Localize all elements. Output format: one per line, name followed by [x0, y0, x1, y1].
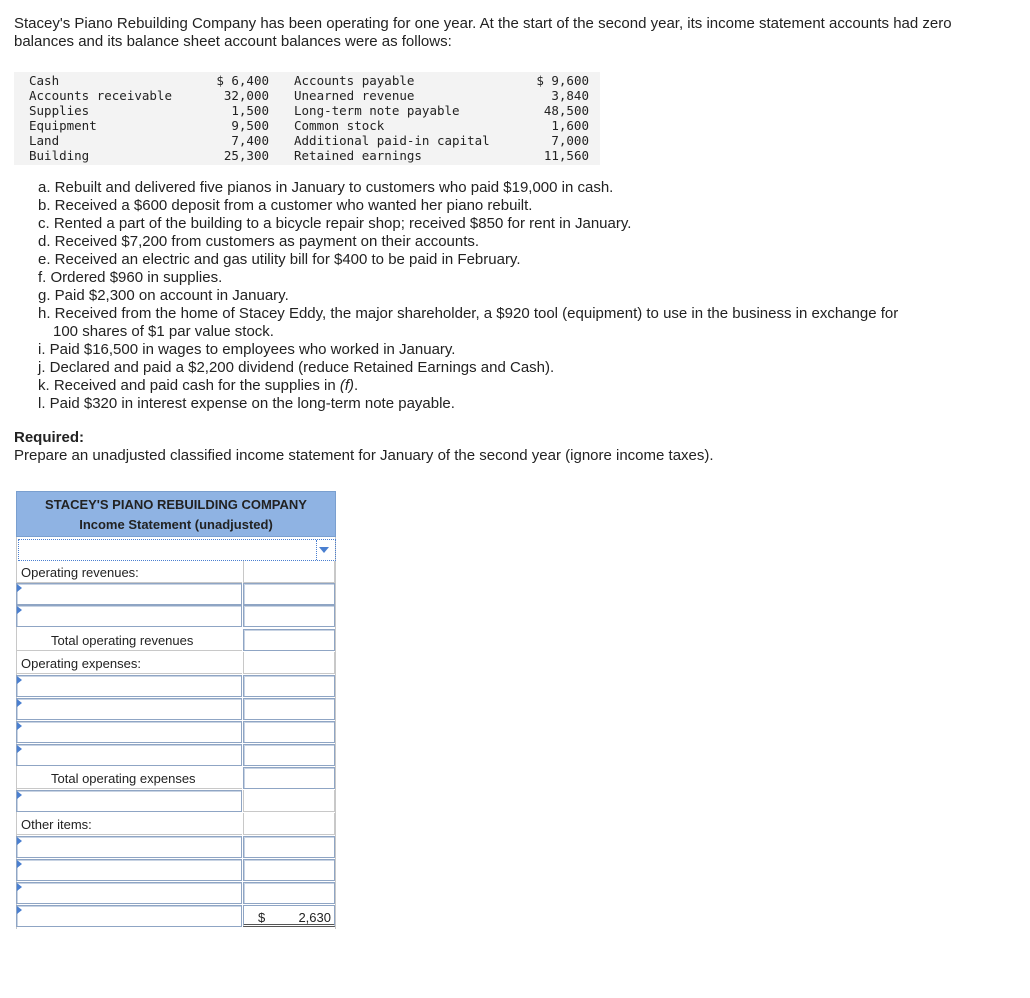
- account-name: Land: [29, 133, 60, 148]
- account-dropdown[interactable]: [16, 836, 242, 858]
- transaction-item: i. Paid $16,500 in wages to employees who worked in January.: [38, 341, 456, 358]
- account-dropdown[interactable]: [16, 882, 242, 904]
- account-name: Unearned revenue: [294, 88, 415, 103]
- transaction-item: a. Rebuilt and delivered five pianos in January to customers who paid $19,000 in cash.: [38, 179, 614, 196]
- dropdown-divider: [315, 540, 317, 560]
- account-name: Building: [29, 148, 90, 163]
- input-row: [16, 882, 336, 904]
- dropdown-marker-icon: [17, 745, 22, 753]
- total-row: [16, 629, 336, 651]
- dropdown-marker-icon: [17, 883, 22, 891]
- account-dropdown[interactable]: [16, 721, 242, 743]
- dropdown-marker-icon: [17, 584, 22, 592]
- account-value: 11,560: [543, 148, 589, 163]
- account-value: 9,500: [231, 118, 269, 133]
- dropdown-marker-icon: [17, 860, 22, 868]
- total-label: [16, 629, 242, 651]
- account-value: 1,600: [551, 118, 589, 133]
- final-row: [16, 905, 336, 927]
- account-value: 32,000: [223, 88, 269, 103]
- account-dropdown[interactable]: [16, 698, 242, 720]
- amount-input[interactable]: [243, 583, 335, 605]
- currency-symbol: $: [258, 910, 266, 925]
- total-row: [16, 767, 336, 789]
- dropdown-marker-icon: [17, 699, 22, 707]
- amount-input[interactable]: [243, 675, 335, 697]
- amount-input[interactable]: [243, 882, 335, 904]
- period-dropdown[interactable]: [18, 539, 336, 561]
- dropdown-marker-icon: [17, 837, 22, 845]
- section-label: [16, 652, 242, 674]
- account-value: 1,500: [231, 103, 269, 118]
- statement-title: Income Statement (unadjusted): [79, 517, 273, 532]
- input-row: [16, 675, 336, 697]
- total-label-text: Total operating revenues: [51, 633, 194, 648]
- transaction-ref: (f): [339, 377, 355, 394]
- dropdown-marker-icon: [17, 791, 22, 799]
- dropdown-marker-icon: [17, 722, 22, 730]
- section-row: [16, 813, 336, 835]
- amount-input[interactable]: [243, 605, 335, 627]
- account-name: Accounts receivable: [29, 88, 172, 103]
- account-dropdown[interactable]: [16, 790, 242, 812]
- chevron-down-icon: [319, 547, 329, 553]
- required-heading: Required:: [14, 429, 85, 446]
- transaction-list: [38, 179, 958, 413]
- amount-input[interactable]: [243, 836, 335, 858]
- section-label-text: Other items:: [21, 817, 92, 832]
- balance-sheet-table: [14, 72, 600, 165]
- input-row: [16, 583, 336, 605]
- input-row: [16, 790, 336, 812]
- account-name: Equipment: [29, 118, 97, 133]
- account-value: 48,500: [543, 103, 589, 118]
- company-name: STACEY'S PIANO REBUILDING COMPANY: [45, 497, 307, 512]
- net-income-value: 2,630: [298, 910, 331, 925]
- transaction-item: j. Declared and paid a $2,200 dividend (reduce Retained Earnings and Cash).: [38, 359, 555, 376]
- total-amount-input[interactable]: [243, 629, 335, 651]
- account-value: $ 6,400: [216, 73, 269, 88]
- net-income-amount[interactable]: [243, 905, 335, 927]
- account-name: Cash: [29, 73, 60, 88]
- input-row: [16, 859, 336, 881]
- left-account-values: [189, 73, 269, 163]
- transaction-item: g. Paid $2,300 on account in January.: [38, 287, 289, 304]
- input-row: [16, 698, 336, 720]
- account-dropdown[interactable]: [16, 675, 242, 697]
- account-name: Accounts payable: [294, 73, 415, 88]
- section-label-text: Operating revenues:: [21, 565, 139, 580]
- right-account-values: [509, 73, 589, 163]
- input-row: [16, 721, 336, 743]
- account-name: Common stock: [294, 118, 385, 133]
- transaction-item: f. Ordered $960 in supplies.: [38, 269, 223, 286]
- amount-cell: [243, 561, 335, 583]
- dropdown-marker-icon: [17, 676, 22, 684]
- amount-cell: [243, 790, 335, 812]
- transaction-item: l. Paid $320 in interest expense on the long-term note payable.: [38, 395, 455, 412]
- section-label: [16, 813, 242, 835]
- total-label: [16, 767, 242, 789]
- transaction-item: [38, 377, 958, 395]
- transaction-item: b. Received a $600 deposit from a customer who wanted her piano rebuilt.: [38, 197, 533, 214]
- dropdown-marker-icon: [17, 906, 22, 914]
- amount-cell: [243, 813, 335, 835]
- account-name: Long-term note payable: [294, 103, 460, 118]
- transaction-item: d. Received $7,200 from customers as payment on their accounts.: [38, 233, 480, 250]
- transaction-item: c. Rented a part of the building to a bicycle repair shop; received $850 for rent in January.: [38, 215, 632, 232]
- account-value: 25,300: [223, 148, 269, 163]
- right-account-names: [294, 73, 490, 163]
- input-row: [16, 605, 336, 627]
- amount-cell: [243, 652, 335, 674]
- amount-input[interactable]: [243, 859, 335, 881]
- account-name: Retained earnings: [294, 148, 422, 163]
- section-row: [16, 652, 336, 674]
- section-label-text: Operating expenses:: [21, 656, 141, 671]
- account-dropdown[interactable]: [16, 905, 242, 927]
- input-row: [16, 836, 336, 858]
- section-label: [16, 561, 242, 583]
- account-dropdown[interactable]: [16, 744, 242, 766]
- amount-input[interactable]: [243, 721, 335, 743]
- required-section: [14, 429, 714, 465]
- dropdown-marker-icon: [17, 606, 22, 614]
- transaction-text: k. Received and paid cash for the supplies in: [38, 377, 340, 394]
- account-value: $ 9,600: [536, 73, 589, 88]
- total-amount-input[interactable]: [243, 767, 335, 789]
- input-row: [16, 744, 336, 766]
- problem-intro: Stacey's Piano Rebuilding Company has been operating for one year. At the start of the second year, its income statement accounts had zero balances and its balance sheet account balances were as follows:: [14, 15, 952, 50]
- total-label-text: Total operating expenses: [51, 771, 196, 786]
- transaction-text: .: [354, 377, 359, 394]
- amount-input[interactable]: [243, 744, 335, 766]
- account-name: Supplies: [29, 103, 90, 118]
- account-value: 7,400: [231, 133, 269, 148]
- transaction-item-line: h. Received from the home of Stacey Eddy, the major shareholder, a $920 tool (equipment) to use in the business in exchange for: [38, 305, 899, 322]
- statement-header: [16, 491, 336, 537]
- account-name: Additional paid-in capital: [294, 133, 490, 148]
- account-dropdown[interactable]: [16, 605, 242, 627]
- transaction-item: e. Received an electric and gas utility bill for $400 to be paid in February.: [38, 251, 521, 268]
- transaction-item-line: 100 shares of $1 par value stock.: [53, 323, 274, 340]
- left-account-names: [29, 73, 172, 163]
- account-dropdown[interactable]: [16, 859, 242, 881]
- required-text: Prepare an unadjusted classified income statement for January of the second year (ignore income taxes).: [14, 447, 714, 464]
- transaction-item: [38, 305, 958, 341]
- account-dropdown[interactable]: [16, 583, 242, 605]
- account-value: 7,000: [551, 133, 589, 148]
- account-value: 3,840: [551, 88, 589, 103]
- income-statement: [16, 491, 336, 925]
- section-row: [16, 561, 336, 583]
- amount-input[interactable]: [243, 698, 335, 720]
